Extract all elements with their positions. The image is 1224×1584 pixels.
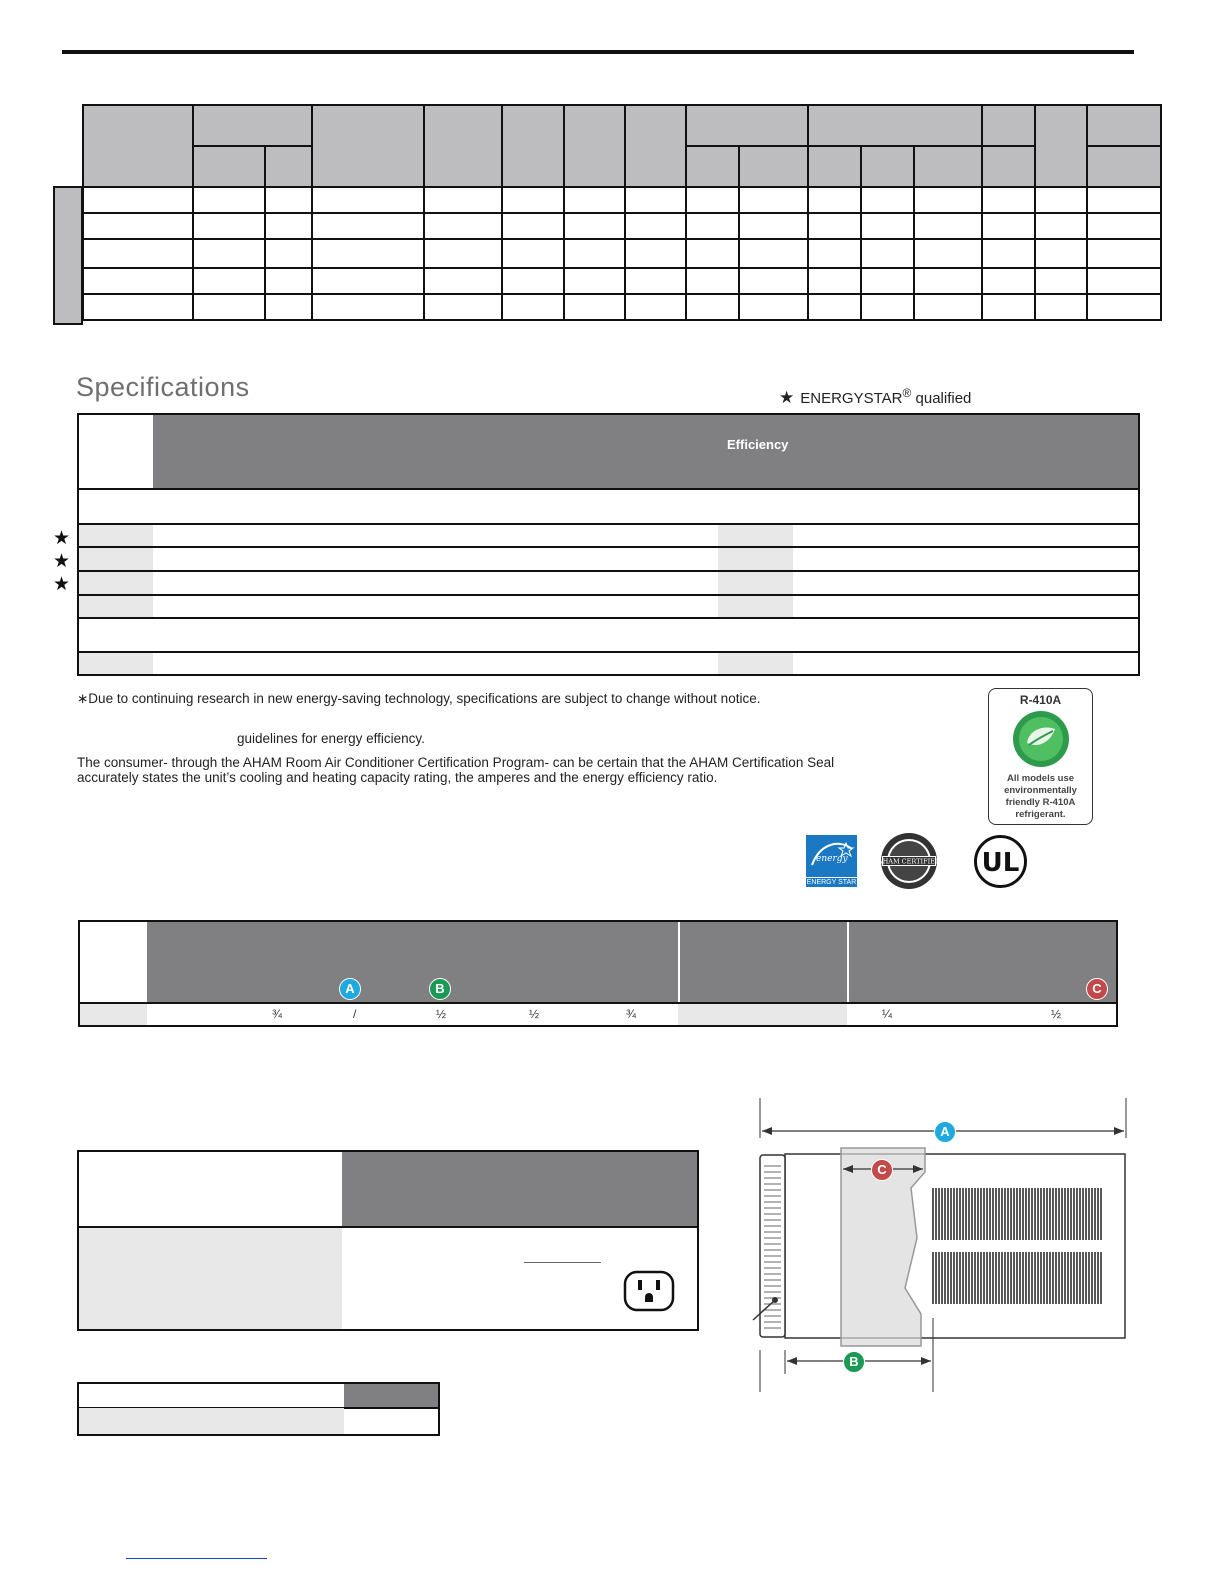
table-row: [83, 239, 1161, 268]
divider: [78, 594, 1139, 596]
energy-star-row-icon: ★: [53, 574, 71, 595]
table-row: [83, 294, 1161, 320]
table-cell: [718, 525, 793, 546]
divider: [78, 570, 1139, 572]
power-outlet-icon: [623, 1270, 675, 1312]
energy-star-brand: ENERGYSTAR: [800, 390, 903, 407]
specifications-header: [153, 415, 1138, 488]
dimension-fraction: ¾: [626, 1007, 637, 1021]
diagram-c-badge: C: [871, 1159, 893, 1181]
table-row: [83, 268, 1161, 294]
model-table: [82, 104, 1162, 321]
footer-link-underline[interactable]: [126, 1558, 267, 1559]
divider: [79, 1002, 1117, 1004]
top-rule: [62, 50, 1134, 54]
energy-star-logo-text: ENERGY STAR: [806, 879, 857, 886]
dimensions-header: [147, 922, 678, 1002]
row-group-label: [53, 186, 83, 325]
underline: [524, 1262, 601, 1263]
table-row: [83, 187, 1161, 213]
table-cell: [79, 1228, 342, 1329]
ul-logo: [973, 834, 1028, 889]
svg-text:AHAM CERTIFIED: AHAM CERTIFIED: [877, 857, 941, 866]
energy-star-legend: [779, 386, 971, 408]
r410a-text-line: refrigerant.: [1015, 809, 1066, 820]
dimensions-header: [849, 922, 1116, 1002]
dimension-b-badge: B: [429, 978, 451, 1000]
dimension-fraction: ½: [436, 1007, 447, 1021]
divider: [78, 523, 1139, 525]
note-aham-1: The consumer- through the AHAM Room Air Conditioner Certification Program- can be certain that the AHAM Certification Seal: [77, 755, 835, 770]
table-cell: [79, 548, 153, 570]
dimensions-header: [680, 922, 847, 1002]
table-cell: [718, 596, 793, 617]
table-cell: [718, 572, 793, 594]
energy-star-logo: [806, 835, 857, 887]
registered-mark: ®: [902, 386, 912, 400]
dimension-fraction: ½: [529, 1007, 540, 1021]
dimension-fraction: ¾: [272, 1007, 283, 1021]
table-cell: [79, 596, 153, 617]
table-cell: [79, 1408, 344, 1434]
divider: [78, 651, 1139, 653]
r410a-title: R-410A: [1019, 693, 1062, 707]
star-icon: ★: [779, 388, 795, 407]
diagram-a-badge: A: [934, 1121, 956, 1143]
table-row: [83, 213, 1161, 239]
note-aham-2: accurately states the unit’s cooling and heating capacity rating, the amperes and the energy efficiency ratio.: [77, 770, 718, 785]
leaf-icon: [1011, 709, 1071, 769]
r410a-text-line: friendly R-410A: [1005, 797, 1076, 808]
energy-star-row-icon: ★: [53, 528, 71, 549]
table-cell: [718, 548, 793, 570]
svg-text:UL: UL: [981, 848, 1020, 878]
aham-certified-seal: [877, 832, 941, 890]
table-cell: [79, 525, 153, 546]
dimension-fraction: /: [353, 1007, 357, 1021]
specifications-title: Specifications: [76, 372, 250, 402]
small-table-header: [344, 1384, 438, 1408]
r410a-badge: [988, 688, 1093, 825]
electrical-header: [342, 1152, 697, 1228]
table-cell: [79, 653, 153, 674]
efficiency-header-label: Efficiency: [727, 437, 789, 452]
dimension-fraction: ¼: [882, 1007, 893, 1021]
table-cell: [79, 572, 153, 594]
qualified-label: qualified: [915, 390, 972, 407]
note-specifications: ∗Due to continuing research in new energy-saving technology, specifications are subject to change without notice.: [77, 691, 761, 706]
table-cell: [678, 1004, 847, 1025]
table-cell: [718, 653, 793, 674]
dimension-a-badge: A: [339, 978, 361, 1000]
divider: [78, 488, 1139, 490]
r410a-text-line: All models use: [1006, 773, 1075, 784]
svg-text:energy: energy: [816, 854, 848, 864]
dimension-fraction: ½: [1051, 1007, 1062, 1021]
diagram-b-badge: B: [843, 1351, 865, 1373]
table-cell: [80, 1004, 147, 1025]
divider: [78, 617, 1139, 619]
divider: [78, 546, 1139, 548]
energy-star-row-icon: ★: [53, 551, 71, 572]
energy-star-swoosh-icon: [806, 835, 857, 875]
r410a-text-line: environmentally: [1004, 785, 1077, 796]
note-guidelines: guidelines for energy efficiency.: [237, 731, 425, 746]
dimension-c-badge: C: [1086, 978, 1108, 1000]
